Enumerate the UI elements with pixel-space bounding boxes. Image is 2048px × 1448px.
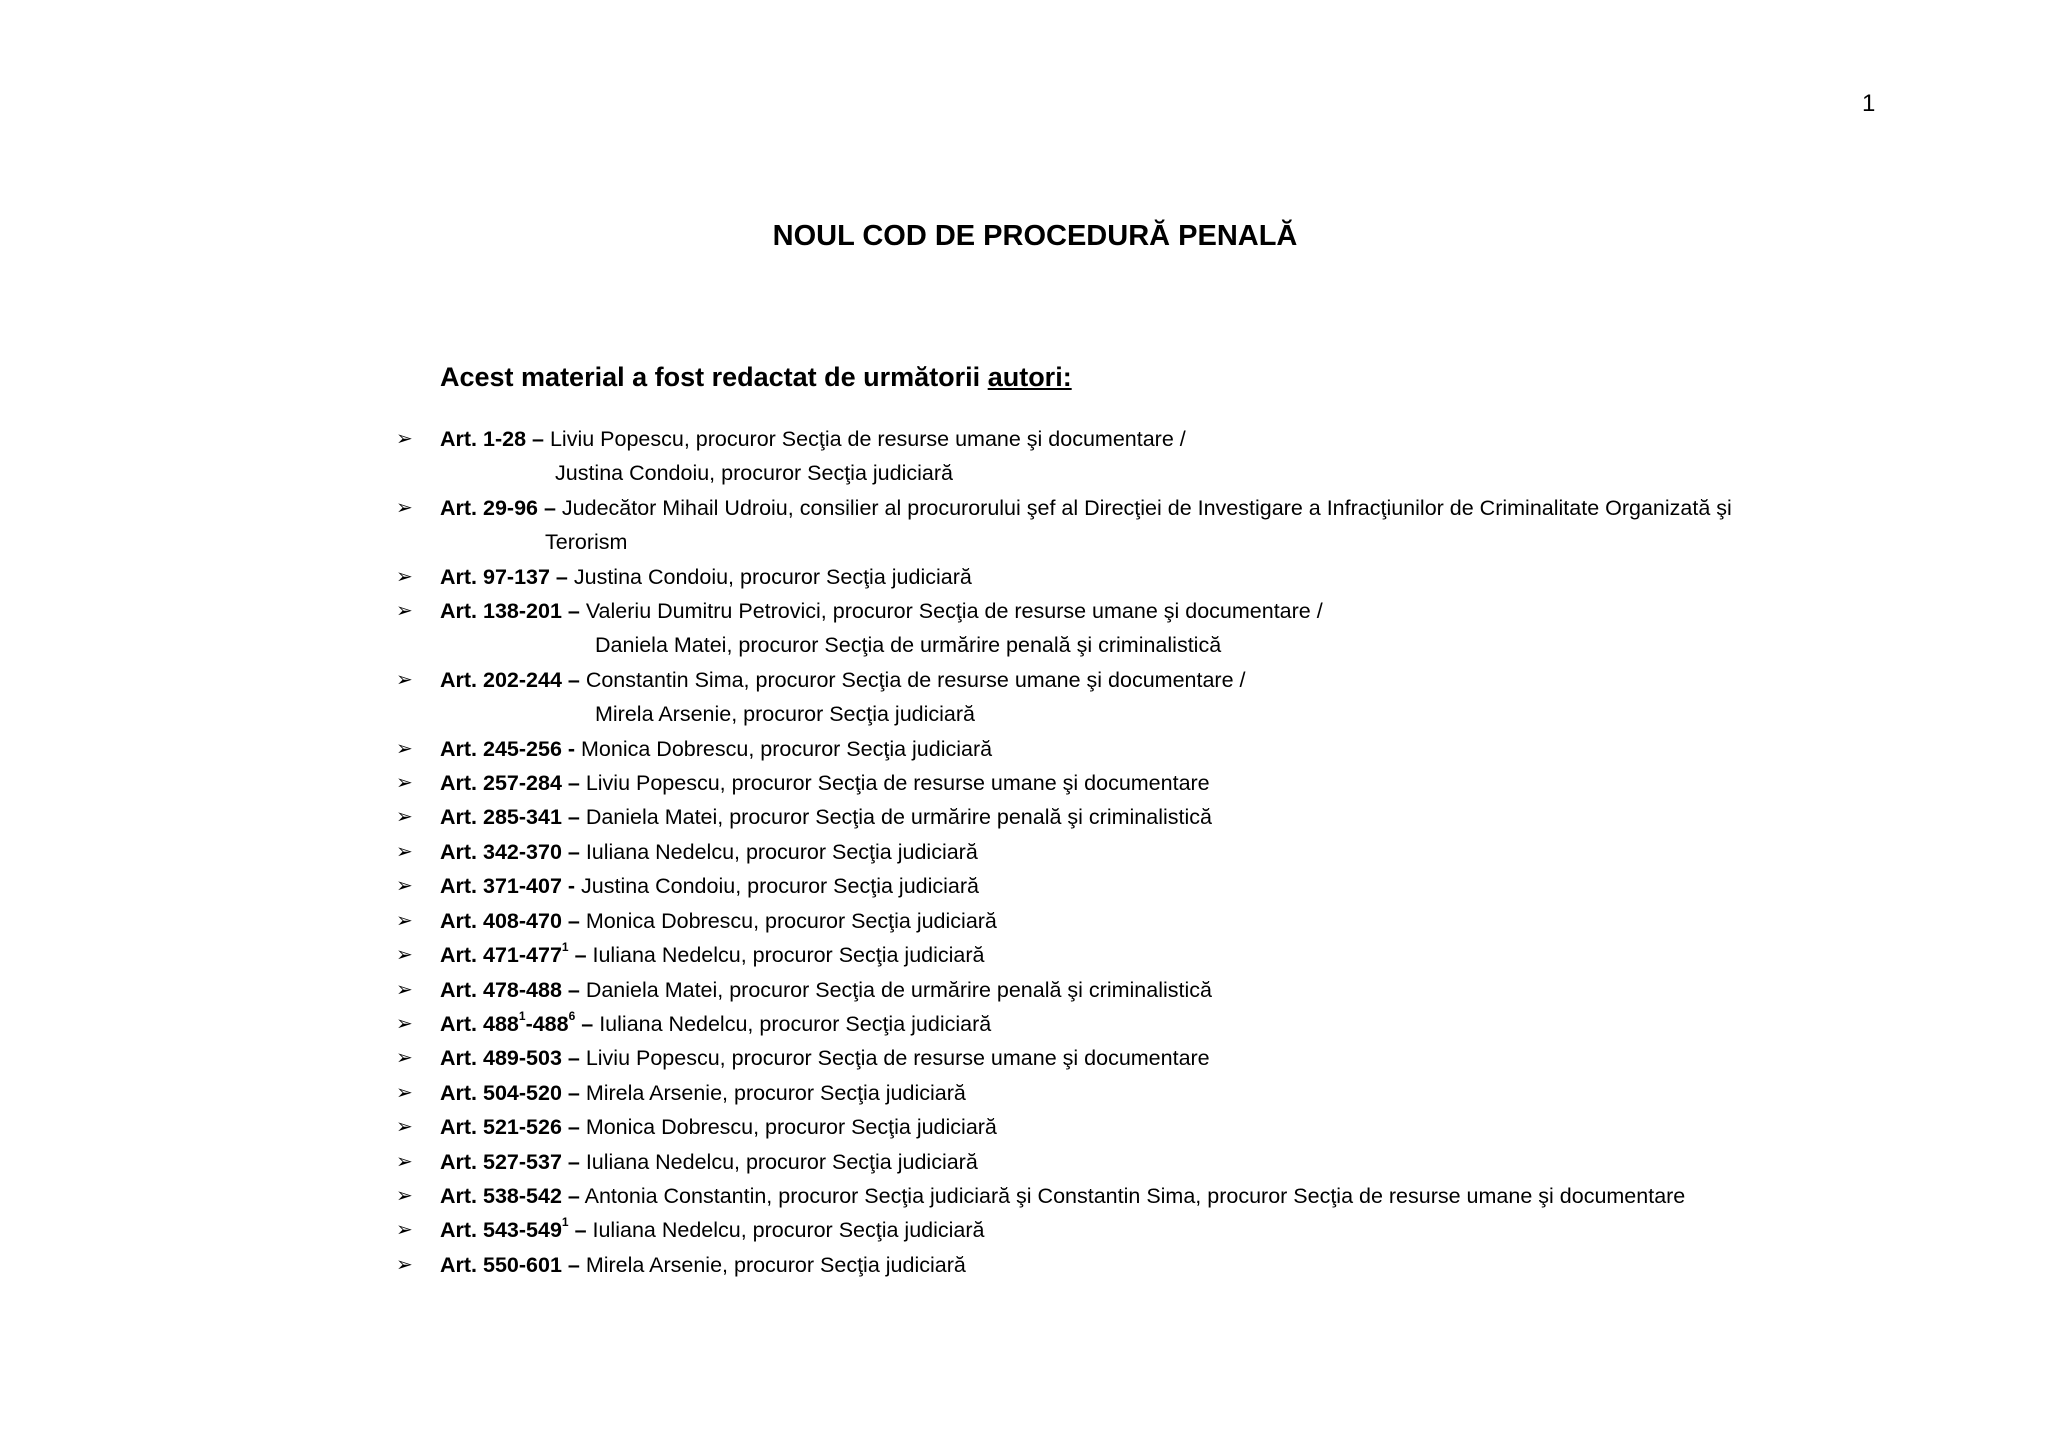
arrow-bullet-icon: ➢ [396,1150,413,1173]
list-item-line [0,663,2048,697]
author-text: Liviu Popescu, procuror Secţia de resurse umane şi documentare [579,771,1210,796]
author-text: Justina Condoiu, procuror Secţia judiciară [567,564,972,589]
arrow-bullet-icon: ➢ [396,496,413,519]
author-text: Justina Condoiu, procuror Secţia judiciară [575,874,979,899]
list-item-line [0,835,2048,869]
list-item-line [0,491,2048,525]
arrow-bullet-icon: ➢ [396,875,413,898]
arrow-bullet-icon: ➢ [396,1253,413,1276]
list-item [0,560,2048,594]
author-text: Mirela Arsenie, procuror Secţia judiciară [579,1080,966,1105]
article-range: Art. 202-244 – [440,667,580,692]
list-item-line [0,1248,2048,1282]
authors-heading-text: Acest material a fost redactat de următorii [440,362,988,392]
article-range: Art. $471-477^1$ – [440,939,587,968]
list-item [0,938,2048,972]
author-text: Iuliana Nedelcu, procuror Secţia judiciară [586,1218,985,1243]
list-item [0,835,2048,869]
document-title: NOUL COD DE PROCEDURĂ PENALĂ [772,220,1298,252]
list-item [0,491,2048,560]
article-range: Art. 138-201 – [440,599,580,624]
author-text: Iuliana Nedelcu, procuror Secţia judiciară [593,1011,992,1036]
list-item-line [0,1076,2048,1110]
author-text: Liviu Popescu, procuror Secţia de resurse umane şi documentare [579,1046,1210,1071]
arrow-bullet-icon: ➢ [396,978,413,1001]
list-item-line [0,1179,2048,1213]
author-text: Daniela Matei, procuror Secţia de urmărire penală şi criminalistică [579,805,1212,830]
list-item-line [0,594,2048,628]
article-range: Art. 521-526 – [440,1115,580,1140]
arrow-bullet-icon: ➢ [396,668,413,691]
arrow-bullet-icon: ➢ [396,600,413,623]
list-item [0,1110,2048,1144]
article-range: Art. 504-520 – [440,1080,580,1105]
article-range: Art. 257-284 – [440,771,580,796]
list-item [0,1248,2048,1282]
article-range: Art. 489-503 – [440,1046,580,1071]
arrow-bullet-icon: ➢ [396,1047,413,1070]
article-range: Art. 342-370 – [440,839,580,864]
arrow-bullet-icon: ➢ [396,1081,413,1104]
arrow-bullet-icon: ➢ [396,1219,413,1242]
arrow-bullet-icon: ➢ [396,565,413,588]
list-item [0,1007,2048,1041]
author-continuation: Mirela Arsenie, procuror Secţia judiciară [595,702,975,727]
article-range: Art. 371-407 - [440,874,576,899]
author-text: Liviu Popescu, procuror Secţia de resurse umane şi documentare / [543,427,1186,451]
authors-heading-underlined: autori: [987,362,1072,392]
list-item-line [0,766,2048,800]
author-text: Iuliana Nedelcu, procuror Secţia judiciară [579,1149,978,1174]
author-text: Valeriu Dumitru Petrovici, procuror Secţia de resurse umane şi documentare / [579,599,1323,624]
article-range: Art. 97-137 – [440,564,568,589]
author-text: Iuliana Nedelcu, procuror Secţia judiciară [579,839,978,864]
list-item [0,422,2048,491]
arrow-bullet-icon: ➢ [396,1012,413,1035]
article-range: Art. $488^1-488^6$ – [440,1008,594,1036]
article-range: Art. $543-549^1$ – [440,1215,587,1243]
arrow-bullet-icon: ➢ [396,1184,413,1207]
list-item [0,594,2048,663]
article-superscript: 1 [561,939,569,954]
list-item-line [0,904,2048,938]
author-text: Daniela Matei, procuror Secţia de urmărire penală şi criminalistică [579,977,1212,1002]
arrow-bullet-icon: ➢ [396,806,413,829]
list-item-line [0,1041,2048,1075]
list-item [0,732,2048,766]
list-item [0,869,2048,903]
article-superscript: 1 [518,1008,526,1023]
list-item-line [0,973,2048,1007]
list-item [0,663,2048,732]
article-range: Art. 478-488 – [440,977,580,1002]
list-item [0,1179,2048,1213]
arrow-bullet-icon: ➢ [396,840,413,863]
article-range: Art. 550-601 – [440,1252,580,1277]
list-item [0,904,2048,938]
article-range: Art. 527-537 – [440,1149,580,1174]
author-text: Monica Dobrescu, procuror Secţia judiciară [579,1115,997,1140]
list-item-line [0,1007,2048,1041]
article-superscript: 6 [568,1008,576,1023]
article-range: Art. 29-96 – [440,495,556,520]
arrow-bullet-icon: ➢ [396,909,413,932]
list-item-line [0,800,2048,834]
list-item [0,800,2048,834]
list-item [0,973,2048,1007]
page-number: 1 [1862,90,1876,117]
article-range: Art. 285-341 – [440,805,580,830]
author-text: Monica Dobrescu, procuror Secţia judiciară [575,736,993,761]
article-range: Art. 538-542 – [440,1183,580,1208]
arrow-bullet-icon: ➢ [396,737,413,760]
arrow-bullet-icon: ➢ [396,772,413,795]
article-superscript: 1 [561,1215,569,1230]
list-item-line [0,732,2048,766]
author-continuation: Justina Condoiu, procuror Secţia judiciară [555,461,953,486]
authors-heading [440,362,1072,393]
list-item-line [0,1110,2048,1144]
arrow-bullet-icon: ➢ [396,428,413,450]
arrow-bullet-icon: ➢ [396,1116,413,1139]
author-text: Constantin Sima, procuror Secţia de resurse umane şi documentare / [579,667,1246,692]
list-item [0,1076,2048,1110]
list-item-line [0,938,2048,972]
list-item-line [0,869,2048,903]
list-item [0,1145,2048,1179]
article-range: Art. 408-470 – [440,908,580,933]
author-text: Judecător Mihail Udroiu, consilier al procurorului şef al Direcţiei de Investigare a Infracţiunilor de Criminalitate Organizată şi [555,495,1732,520]
author-continuation: Terorism [545,530,628,555]
list-item [0,766,2048,800]
list-item [0,1213,2048,1247]
list-item-line [0,422,2048,456]
arrow-bullet-icon: ➢ [396,944,413,967]
authors-list [0,422,2048,1282]
article-range: Art. 1-28 – [440,427,544,451]
article-range: Art. 245-256 - [440,736,576,761]
list-item [0,1041,2048,1075]
author-continuation: Daniela Matei, procuror Secţia de urmărire penală şi criminalistică [595,633,1222,658]
author-text: Iuliana Nedelcu, procuror Secţia judiciară [586,943,985,968]
list-item-line [0,560,2048,594]
list-item-line [0,1145,2048,1179]
list-item-line [0,1213,2048,1247]
author-text: Mirela Arsenie, procuror Secţia judiciară [579,1252,966,1277]
author-text: Monica Dobrescu, procuror Secţia judiciară [579,908,997,933]
author-text: Antonia Constantin, procuror Secţia judiciară şi Constantin Sima, procuror Secţia de resurse umane şi documentare [579,1183,1686,1208]
